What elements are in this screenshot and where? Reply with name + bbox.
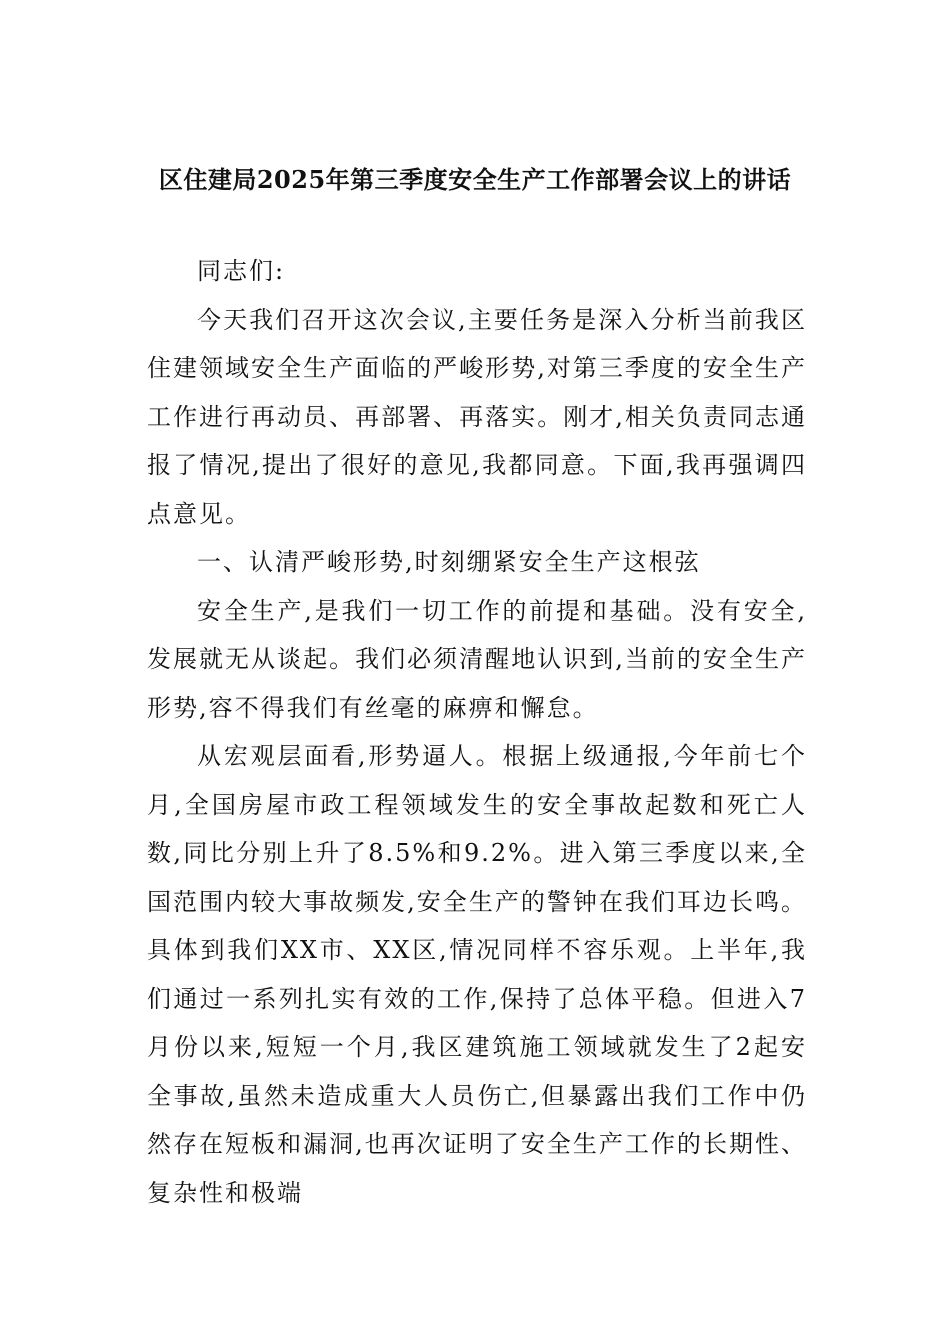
paragraph-safety-basis: 安全生产,是我们一切工作的前提和基础。没有安全,发展就无从谈起。我们必须清醒地认识到,当前的安全生产形势,容不得我们有丝毫的麻痹和懈怠。 xyxy=(147,596,807,722)
paragraph-intro: 今天我们召开这次会议,主要任务是深入分析当前我区住建领域安全生产面临的严峻形势,对第三季度的安全生产工作进行再动员、再部署、再落实。刚才,相关负责同志通报了情况,提出了很好的意见,我都同意。下面,我再强调四点意见。 xyxy=(147,305,807,528)
section-heading-1: 一、认清严峻形势,时刻绷紧安全生产这根弦 xyxy=(197,548,701,576)
salutation: 同志们: xyxy=(197,257,286,285)
document-body xyxy=(147,247,807,1217)
document-title: 区住建局2025年第三季度安全生产工作部署会议上的讲话 xyxy=(158,165,792,194)
paragraph-macro-situation: 从宏观层面看,形势逼人。根据上级通报,今年前七个月,全国房屋市政工程领域发生的安全事故起数和死亡人数,同比分别上升了8.5%和9.2%。进入第三季度以来,全国范围内较大事故频发,安全生产的警钟在我们耳边长鸣。具体到我们XX市、XX区,情况同样不容乐观。上半年,我们通过一系列扎实有效的工作,保持了总体平稳。但进入7月份以来,短短一个月,我区建筑施工领域就发生了2起安全事故,虽然未造成重大人员伤亡,但暴露出我们工作中仍然存在短板和漏洞,也再次证明了安全生产工作的长期性、复杂性和极端 xyxy=(147,742,807,1207)
